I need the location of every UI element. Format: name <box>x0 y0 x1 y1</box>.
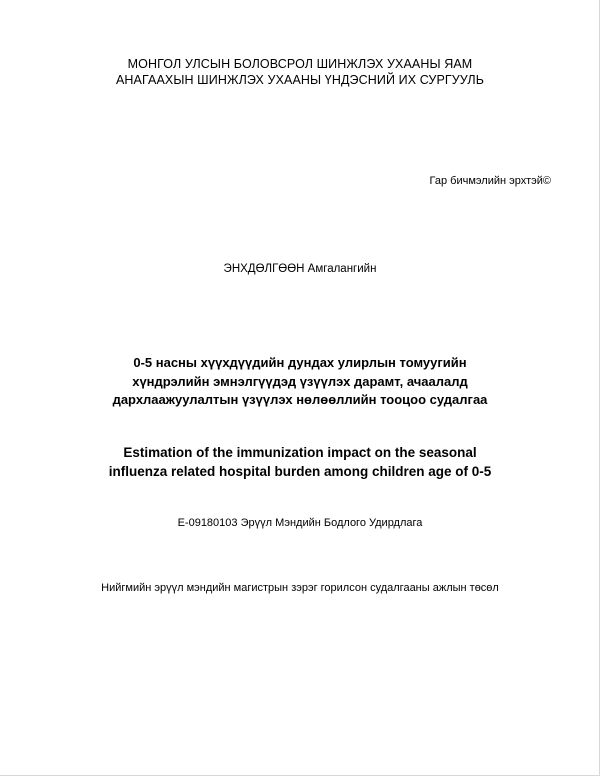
title-mongolian-line: хүндрэлийн эмнэлгүүдэд үзүүлэх дарамт, ачаалалд <box>132 373 468 389</box>
thesis-type: Нийгмийн эрүүл мэндийн магистрын зэрэг горилсон судалгааны ажлын төсөл <box>101 582 499 594</box>
title-mongolian-line: 0-5 насны хүүхдүүдийн дундах улирлын томуугийн <box>133 355 467 370</box>
title-mongolian-line: дархлаажуулалтын үзүүлэх нөлөөллийн тооцоо судалгаа <box>112 392 488 407</box>
title-english-line: Estimation of the immunization impact on the seasonal <box>123 445 477 460</box>
program-code: E-09180103 Эрүүл Мэндийн Бодлого Удирдлага <box>177 517 423 529</box>
copyright-notice: Гар бичмэлийн эрхтэй© <box>429 175 551 187</box>
title-mongolian <box>0 354 600 410</box>
author-name: ЭНХДӨЛГӨӨН Амгалангийн <box>223 263 377 275</box>
title-english-line: influenza related hospital burden among children age of 0-5 <box>108 463 492 479</box>
institution-header <box>0 56 600 88</box>
ministry-name: МОНГОЛ УЛСЫН БОЛОВСРОЛ ШИНЖЛЭХ УХААНЫ ЯАМ <box>127 57 473 71</box>
title-english <box>0 444 600 481</box>
university-name: АНАГААХЫН ШИНЖЛЭХ УХААНЫ ҮНДЭСНИЙ ИХ СУРГУУЛЬ <box>115 73 485 87</box>
